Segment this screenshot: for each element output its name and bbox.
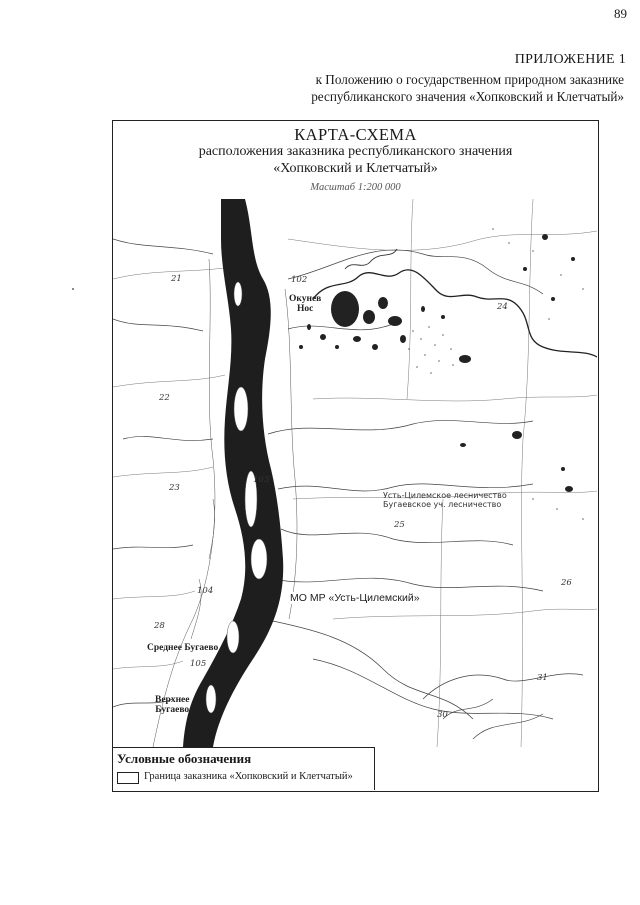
quarter-number: 104 [197,586,214,596]
river-channel [345,249,397,269]
appendix-subtitle-line-2: республиканского значения «Хопковский и Клетчатый» [311,89,624,104]
quarter-grid [113,199,597,747]
quarter-number: 31 [537,673,548,683]
legend-title: Условные обозначения [117,751,252,766]
scan-speck [72,288,74,290]
map-title-block [113,121,598,198]
quarter-number: 24 [497,302,508,312]
appendix-title: ПРИЛОЖЕНИЕ 1 [514,52,626,67]
forestry-label [383,491,507,509]
quarter-number: 28 [154,621,165,631]
boundary-swatch [117,772,139,784]
place-name-line: Бугаево [155,705,190,715]
place-srednee-bugaevo: Среднее Бугаево [147,643,219,653]
page-number: 89 [614,6,627,21]
place-name-line: Нос [296,304,314,314]
legend [113,747,375,790]
appendix-subtitle-line-1: к Положению о государственном природном заказнике [315,72,624,87]
place-name-line: Верхнее [155,695,190,705]
map-frame [112,120,599,792]
quarter-number: 102 [291,275,308,285]
map-area [113,199,597,747]
quarter-number: 25 [394,520,405,530]
quarter-number: 26 [561,578,572,588]
forestry-label-line: Усть-Цилемское лесничество [383,491,507,500]
map-subtitle-line-2: «Хопковский и Клетчатый» [273,161,438,176]
marsh-stipple [408,228,584,520]
place-okunev-nos [289,294,321,314]
map-scale: Масштаб 1:200 000 [310,182,401,193]
quarter-number: 103 [253,475,270,485]
place-name-line: Окунев [289,294,322,304]
map-title: КАРТА-СХЕМА [294,125,417,144]
quarter-number: 30 [437,710,448,720]
legend-item-label: Граница заказника «Хопковский и Клетчатый» [144,771,353,782]
forestry-label-line: Бугаевское уч. лесничество [383,500,502,509]
quarter-number: 23 [169,483,180,493]
quarter-number: 105 [190,659,207,669]
lakes [299,234,575,492]
quarter-number: 22 [159,393,170,403]
quarter-number: 21 [171,274,182,284]
map-drawing [113,199,597,747]
map-subtitle-line-1: расположения заказника республиканского значения [198,144,513,159]
municipality-label: МО МР «Усть-Цилемский» [290,592,420,604]
place-verkhnee-bugaevo [155,695,190,715]
